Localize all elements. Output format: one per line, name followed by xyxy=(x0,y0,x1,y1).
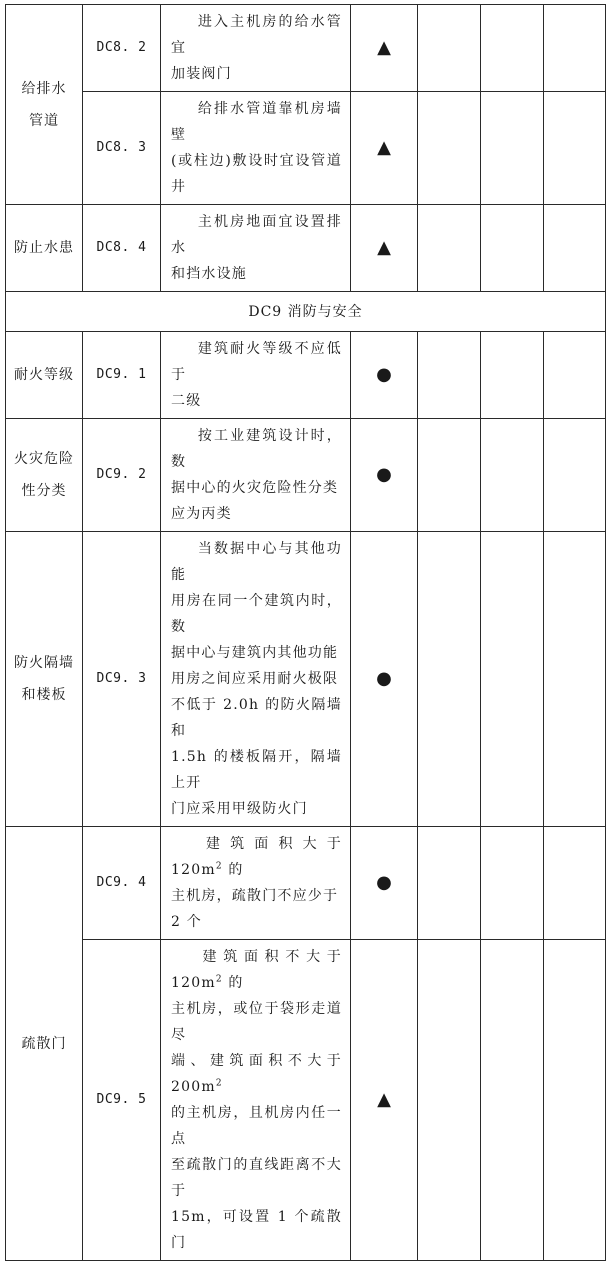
code-cell: DC9. 4 xyxy=(83,827,161,940)
superscript: 2 xyxy=(215,1078,223,1089)
req-line: 主机房，或位于袋形走道尽 xyxy=(171,1001,342,1043)
category-line: 防火隔墙 xyxy=(14,655,74,671)
req-line: 建筑面积大于 120m xyxy=(171,836,342,878)
requirement-cell xyxy=(161,205,351,292)
req-line: 2 个 xyxy=(171,914,202,930)
blank-cell xyxy=(544,532,606,827)
req-line: 的 xyxy=(222,862,244,878)
code-cell: DC8. 4 xyxy=(83,205,161,292)
blank-cell xyxy=(418,205,481,292)
blank-cell xyxy=(418,532,481,827)
superscript: 2 xyxy=(215,861,223,872)
superscript: 2 xyxy=(215,974,223,985)
blank-cell xyxy=(418,827,481,940)
mark-cell xyxy=(351,332,418,419)
req-line: 用房之间应采用耐火极限 xyxy=(171,671,339,687)
triangle-icon: ▲ xyxy=(377,237,391,258)
req-line: 据中心与建筑内其他功能 xyxy=(171,645,339,661)
requirement-cell xyxy=(161,92,351,205)
blank-cell xyxy=(481,419,544,532)
circle-icon: ● xyxy=(376,668,392,689)
table-row xyxy=(6,205,606,292)
req-line: 1.5h 的楼板隔开，隔墙上开 xyxy=(171,749,342,791)
req-line: 建筑面积不大于 120m xyxy=(171,949,342,991)
code-cell: DC8. 3 xyxy=(83,92,161,205)
blank-cell xyxy=(418,419,481,532)
mark-cell xyxy=(351,532,418,827)
req-line: 按工业建筑设计时，数 xyxy=(171,428,342,470)
req-line: (或柱边)敷设时宜设管道井 xyxy=(171,153,342,195)
mark-cell xyxy=(351,940,418,1261)
blank-cell xyxy=(418,5,481,92)
code-cell: DC9. 3 xyxy=(83,532,161,827)
table-row xyxy=(6,5,606,92)
circle-icon: ● xyxy=(376,872,392,893)
blank-cell xyxy=(544,205,606,292)
blank-cell xyxy=(544,5,606,92)
section-title: DC9 消防与安全 xyxy=(6,292,606,332)
req-line: 据中心的火灾危险性分类 xyxy=(171,480,339,496)
blank-cell xyxy=(544,827,606,940)
code-cell: DC8. 2 xyxy=(83,5,161,92)
code-cell: DC9. 1 xyxy=(83,332,161,419)
mark-cell xyxy=(351,92,418,205)
blank-cell xyxy=(418,332,481,419)
req-line: 主机房地面宜设置排水 xyxy=(171,214,342,256)
requirement-cell xyxy=(161,332,351,419)
circle-icon: ● xyxy=(376,464,392,485)
req-line: 建筑耐火等级不应低于 xyxy=(171,341,342,383)
blank-cell xyxy=(418,940,481,1261)
table-row xyxy=(6,532,606,827)
blank-cell xyxy=(481,532,544,827)
circle-icon: ● xyxy=(376,364,392,385)
category-cell: 疏散门 xyxy=(6,827,83,1261)
req-line: 至疏散门的直线距离不大于 xyxy=(171,1157,342,1199)
blank-cell xyxy=(418,92,481,205)
category-line: 给排水 xyxy=(21,80,67,97)
req-line: 加装阀门 xyxy=(171,66,232,82)
blank-cell xyxy=(544,92,606,205)
code-cell: DC9. 2 xyxy=(83,419,161,532)
req-line: 15m，可设置 1 个疏散门 xyxy=(171,1209,342,1251)
category-cell: 耐火等级 xyxy=(6,332,83,419)
req-line: 给排水管道靠机房墙壁 xyxy=(171,101,342,143)
req-line: 门应采用甲级防火门 xyxy=(171,801,308,817)
req-line: 应为丙类 xyxy=(171,506,232,522)
mark-cell xyxy=(351,419,418,532)
requirement-cell xyxy=(161,827,351,940)
blank-cell xyxy=(481,827,544,940)
triangle-icon: ▲ xyxy=(377,1089,391,1110)
category-line: 和楼板 xyxy=(21,687,67,703)
requirement-cell xyxy=(161,940,351,1261)
blank-cell xyxy=(544,419,606,532)
category-cell xyxy=(6,419,83,532)
req-line: 和挡水设施 xyxy=(171,266,247,282)
standards-table xyxy=(5,4,606,1261)
triangle-icon: ▲ xyxy=(377,37,391,58)
category-cell xyxy=(6,532,83,827)
req-line: 的 xyxy=(222,975,244,991)
req-line: 不低于 2.0h 的防火隔墙和 xyxy=(171,697,342,739)
mark-cell xyxy=(351,205,418,292)
requirement-cell xyxy=(161,5,351,92)
category-line: 性分类 xyxy=(21,483,67,499)
req-line: 端、建筑面积不大于 200m xyxy=(171,1053,342,1095)
blank-cell xyxy=(481,205,544,292)
req-line: 用房在同一个建筑内时，数 xyxy=(171,593,342,635)
req-line: 进入主机房的给水管宜 xyxy=(171,14,342,56)
triangle-icon: ▲ xyxy=(377,137,391,158)
section-row xyxy=(6,292,606,332)
table-row xyxy=(6,332,606,419)
requirement-cell xyxy=(161,419,351,532)
requirement-cell xyxy=(161,532,351,827)
blank-cell xyxy=(544,332,606,419)
category-cell xyxy=(6,5,83,205)
category-cell: 防止水患 xyxy=(6,205,83,292)
blank-cell xyxy=(481,92,544,205)
blank-cell xyxy=(481,5,544,92)
req-line: 当数据中心与其他功能 xyxy=(171,541,342,583)
category-line: 管道 xyxy=(29,112,59,129)
table-row xyxy=(6,827,606,940)
req-line: 的主机房，且机房内任一点 xyxy=(171,1105,342,1147)
blank-cell xyxy=(481,332,544,419)
code-cell: DC9. 5 xyxy=(83,940,161,1261)
blank-cell xyxy=(481,940,544,1261)
blank-cell xyxy=(544,940,606,1261)
table-row xyxy=(6,940,606,1261)
table-row xyxy=(6,419,606,532)
mark-cell xyxy=(351,827,418,940)
req-line: 主机房，疏散门不应少于 xyxy=(171,888,339,904)
mark-cell xyxy=(351,5,418,92)
category-line: 火灾危险 xyxy=(14,451,74,467)
req-line: 二级 xyxy=(171,393,202,409)
table-row xyxy=(6,92,606,205)
